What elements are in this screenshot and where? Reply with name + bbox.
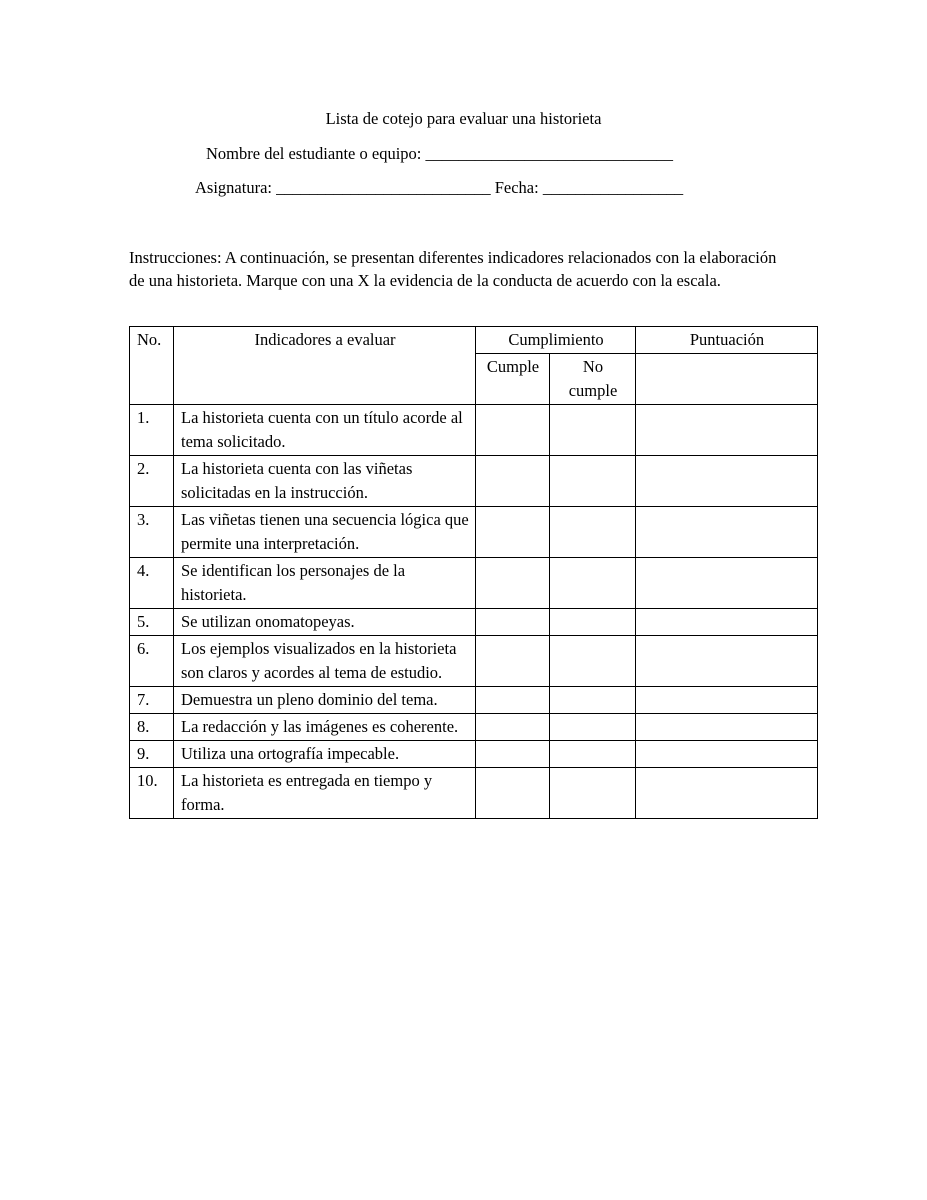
row-indicator: Las viñetas tienen una secuencia lógica que permite una interpretación. [174,507,476,558]
table-row [130,507,818,558]
meets-cell[interactable] [476,687,550,714]
table-row [130,558,818,609]
not-meets-cell[interactable] [550,456,636,507]
student-name-line: Nombre del estudiante o equipo: ______________________________ [206,144,673,163]
header-row [130,327,818,354]
score-cell[interactable] [636,636,818,687]
table-row [130,609,818,636]
score-cell[interactable] [636,456,818,507]
not-meets-cell[interactable] [550,714,636,741]
row-number: 1. [130,405,174,456]
score-cell[interactable] [636,714,818,741]
meets-cell[interactable] [476,741,550,768]
not-meets-cell[interactable] [550,768,636,819]
row-indicator: La historieta es entregada en tiempo y forma. [174,768,476,819]
header-score: Puntuación [636,327,818,354]
instructions-paragraph: Instrucciones: A continuación, se presentan diferentes indicadores relacionados con la elaboración de una historieta. Marque con una X la evidencia de la conducta de acuerdo con la escala. [129,248,777,290]
header-indicators: Indicadores a evaluar [174,327,476,405]
row-indicator: Se utilizan onomatopeyas. [174,609,476,636]
row-number: 6. [130,636,174,687]
table-row [130,768,818,819]
table-row [130,714,818,741]
score-cell[interactable] [636,768,818,819]
header-meets: Cumple [476,354,550,405]
row-number: 2. [130,456,174,507]
score-cell[interactable] [636,609,818,636]
score-cell[interactable] [636,558,818,609]
row-number: 9. [130,741,174,768]
header-not-meets: No cumple [550,354,636,405]
score-cell[interactable] [636,687,818,714]
row-indicator: Demuestra un pleno dominio del tema. [174,687,476,714]
row-indicator: La historieta cuenta con un título acorde al tema solicitado. [174,405,476,456]
subject-date-line: Asignatura: __________________________ Fecha: _________________ [195,178,684,197]
score-cell[interactable] [636,507,818,558]
row-number: 7. [130,687,174,714]
meets-cell[interactable] [476,636,550,687]
document-title: Lista de cotejo para evaluar una historieta [325,109,602,128]
meets-cell[interactable] [476,405,550,456]
row-indicator: Los ejemplos visualizados en la historieta son claros y acordes al tema de estudio. [174,636,476,687]
header-score-blank [636,354,818,405]
table-row [130,636,818,687]
score-cell[interactable] [636,405,818,456]
not-meets-cell[interactable] [550,507,636,558]
meets-cell[interactable] [476,507,550,558]
not-meets-cell[interactable] [550,558,636,609]
meets-cell[interactable] [476,609,550,636]
table-row [130,456,818,507]
table-row [130,741,818,768]
not-meets-cell[interactable] [550,405,636,456]
meets-cell[interactable] [476,714,550,741]
row-indicator: La historieta cuenta con las viñetas solicitadas en la instrucción. [174,456,476,507]
header-compliance: Cumplimiento [476,327,636,354]
table-row [130,405,818,456]
row-indicator: Utiliza una ortografía impecable. [174,741,476,768]
table-row [130,687,818,714]
not-meets-cell[interactable] [550,741,636,768]
meets-cell[interactable] [476,768,550,819]
row-number: 8. [130,714,174,741]
row-number: 3. [130,507,174,558]
row-number: 10. [130,768,174,819]
not-meets-cell[interactable] [550,636,636,687]
header-no: No. [130,327,174,405]
score-cell[interactable] [636,741,818,768]
not-meets-cell[interactable] [550,687,636,714]
row-number: 4. [130,558,174,609]
meets-cell[interactable] [476,558,550,609]
row-number: 5. [130,609,174,636]
checklist-table [129,326,818,819]
not-meets-cell[interactable] [550,609,636,636]
meets-cell[interactable] [476,456,550,507]
row-indicator: Se identifican los personajes de la historieta. [174,558,476,609]
row-indicator: La redacción y las imágenes es coherente. [174,714,476,741]
